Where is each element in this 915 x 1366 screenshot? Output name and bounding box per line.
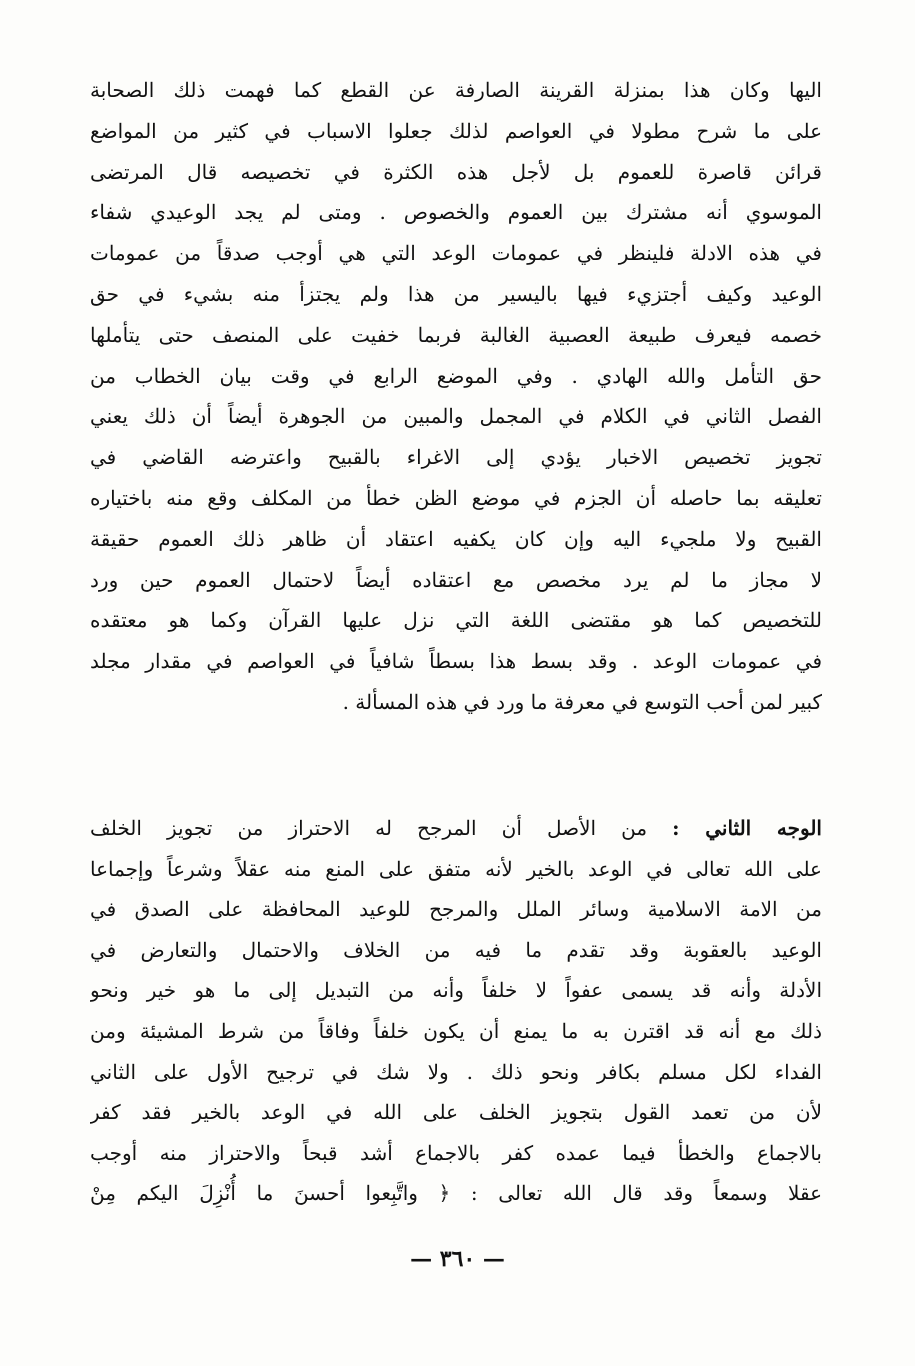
text-line: ذلك مع أنه قد اقترن به ما يمنع أن يكون خلفاً وفاقاً من شرط المشيئة ومن <box>90 1018 822 1043</box>
text-line: على ما شرح مطولا في العواصم لذلك جعلوا الاسباب في كثير من المواضع <box>90 118 822 143</box>
text-line: الموسوي أنه مشترك بين العموم والخصوص . ومتى لم يجد الوعيدي شفاء <box>90 200 822 225</box>
text-line: الفصل الثاني في الكلام في المجمل والمبين من الجوهرة أيضاً أن ذلك يعني <box>90 404 822 429</box>
text-line: لا مجاز ما لم يرد مخصص مع اعتقاده أيضاً لاحتمال العموم حين ورد <box>90 567 822 592</box>
section-heading: الوجه الثاني : <box>672 816 822 840</box>
text-line: قرائن قاصرة للعموم بل لأجل هذه الكثرة في تخصيصه قال المرتضى <box>90 159 822 184</box>
text-line: الأدلة وأنه قد يسمى عفواً لا خلفاً وأنه من التبديل إلى ما هو خير ونحو <box>90 978 822 1003</box>
text-line: للتخصيص كما هو مقتضى اللغة التي نزل عليها القرآن وكما هو معتقده <box>90 608 822 633</box>
text-line: الوعيد وكيف أجتزيء فيها باليسير من هذا ولم يجتزأ منه بشيء في حق <box>90 281 822 306</box>
text-line: كبير لمن أحب التوسع في معرفة ما ورد في هذه المسألة . <box>342 689 822 714</box>
paragraph-2 <box>90 808 822 1214</box>
paragraph-1 <box>90 70 822 723</box>
text-line: اليها وكان هذا بمنزلة القرينة الصارفة عن القطع كما فهمت ذلك الصحابة <box>90 78 822 102</box>
text-line: القبيح ولا ملجيء اليه وإن كان يكفيه اعتقاد أن ظاهر ذلك العموم حقيقة <box>90 526 822 551</box>
text-line: على الله تعالى في الوعد بالخير لأنه متفق على المنع منه عقلاً وشرعاً وإجماعا <box>90 856 822 881</box>
text-line: تجويز تخصيص الاخبار يؤدي إلى الاغراء بالقبيح واعترضه القاضي في <box>90 445 822 470</box>
text-line: بالاجماع والخطأ فيما عمده كفر بالاجماع أشد قبحاً والاحتراز منه أوجب <box>90 1140 822 1165</box>
text-line: من الامة الاسلامية وسائر الملل والمرجح للوعيد المحافظة على الصدق في <box>90 897 822 922</box>
text-line: عقلا وسمعاً وقد قال الله تعالى : ﴿ واتَّبِعوا أحسنَ ما أُنْزِلَ اليكم مِنْ <box>90 1181 822 1206</box>
text-line: في هذه الادلة فلينظر في عمومات الوعد التي هي أوجب صدقاً من عمومات <box>90 241 822 266</box>
text-line-first <box>90 808 822 849</box>
text-line: حق التأمل والله الهادي . وفي الموضع الرابع في وقت بيان الخطاب من <box>90 363 822 388</box>
text-span: من الأصل أن المرجح له الاحتراز من تجويز الخلف <box>90 816 673 840</box>
page-number: — ٣٦٠ — <box>410 1246 505 1272</box>
text-line: خصمه فيعرف طبيعة العصبية الغالبة فربما خفيت على المنصف حتى يتأملها <box>90 322 822 347</box>
text-line: الفداء لكل مسلم بكافر ونحو ذلك . ولا شك في ترجيح الأول على الثاني <box>90 1059 822 1084</box>
text-line: الوعيد بالعقوبة وقد تقدم ما فيه من الخلاف والاحتمال والتعارض في <box>90 937 822 962</box>
text-line: في عمومات الوعد . وقد بسط هذا بسطاً شافياً في العواصم في مقدار مجلد <box>90 649 822 674</box>
text-line: لأن من تعمد القول بتجويز الخلف على الله في الوعد بالخير فقد كفر <box>90 1100 822 1125</box>
text-line: تعليقه بما حاصله أن الجزم في موضع الظن خطأ من المكلف وقع منه باختياره <box>90 485 822 510</box>
